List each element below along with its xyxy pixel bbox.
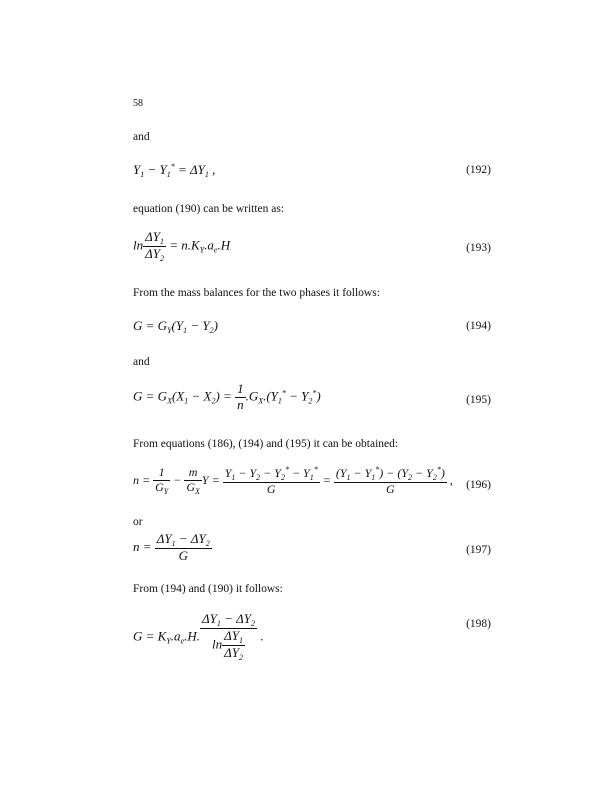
equation-number-195: (195): [466, 394, 491, 406]
equation-195-math: $G = G_X(X_1 - X_2)$ = $\frac{1}{n}$ $.G_X.(Y_1^* - Y_2^*)$: [133, 381, 321, 412]
paragraph-and-2: and: [133, 356, 150, 368]
equation-193-math: ln $\frac{\Delta Y_1}{\Delta Y_2}$ = $n.K_Y.a_e.H$: [133, 229, 231, 264]
equation-number-193: (193): [466, 242, 491, 254]
page-number: 58: [133, 98, 143, 109]
paragraph-written-as: equation (190) can be written as:: [133, 203, 285, 215]
equation-196: [133, 463, 491, 509]
equation-number-194: (194): [466, 320, 491, 332]
equation-number-192: (192): [466, 164, 491, 176]
equation-193: [133, 228, 491, 270]
equation-number-196: (196): [466, 479, 491, 491]
equation-number-197: (197): [466, 544, 491, 556]
equation-197-math: n = $\frac{\Delta Y_1 - \Delta Y_2}{G}$: [133, 531, 210, 564]
equation-198: [133, 610, 491, 672]
equation-number-198: (198): [466, 618, 491, 630]
paragraph-from-194-190: From (194) and (190) it follows:: [133, 583, 283, 595]
equation-196-math: n = $\frac{1}{G_Y}$ − $\frac{m}{G_X}$ Y = $\frac{Y_1 - Y_2 - Y_2^* - Y_1^*}{G}$ = $\frac{(Y_1 - Y_1^*) - (Y_2 - Y_2^*)}{G}$ ,: [133, 465, 453, 497]
equation-192-math: $Y_1 - Y_1^* = \Delta Y_1$ ,: [133, 162, 216, 179]
equation-192: [133, 158, 491, 198]
equation-197: [133, 530, 491, 572]
equation-194-math: $G = G_Y(Y_1 - Y_2)$: [133, 318, 218, 335]
paragraph-and-1: and: [133, 131, 150, 143]
equation-198-math: $G = K_Y.a_e.H$. $\Delta Y_1 - \Delta Y_2$ ln $\frac{\Delta Y_1}{\Delta Y_2}$ .: [133, 611, 264, 663]
equation-195: [133, 380, 491, 424]
paragraph-or: or: [133, 516, 143, 528]
equation-194: [133, 314, 491, 354]
paragraph-mass-balances: From the mass balances for the two phases it follows:: [133, 287, 380, 299]
paragraph-from-equations: From equations (186), (194) and (195) it can be obtained:: [133, 438, 399, 450]
